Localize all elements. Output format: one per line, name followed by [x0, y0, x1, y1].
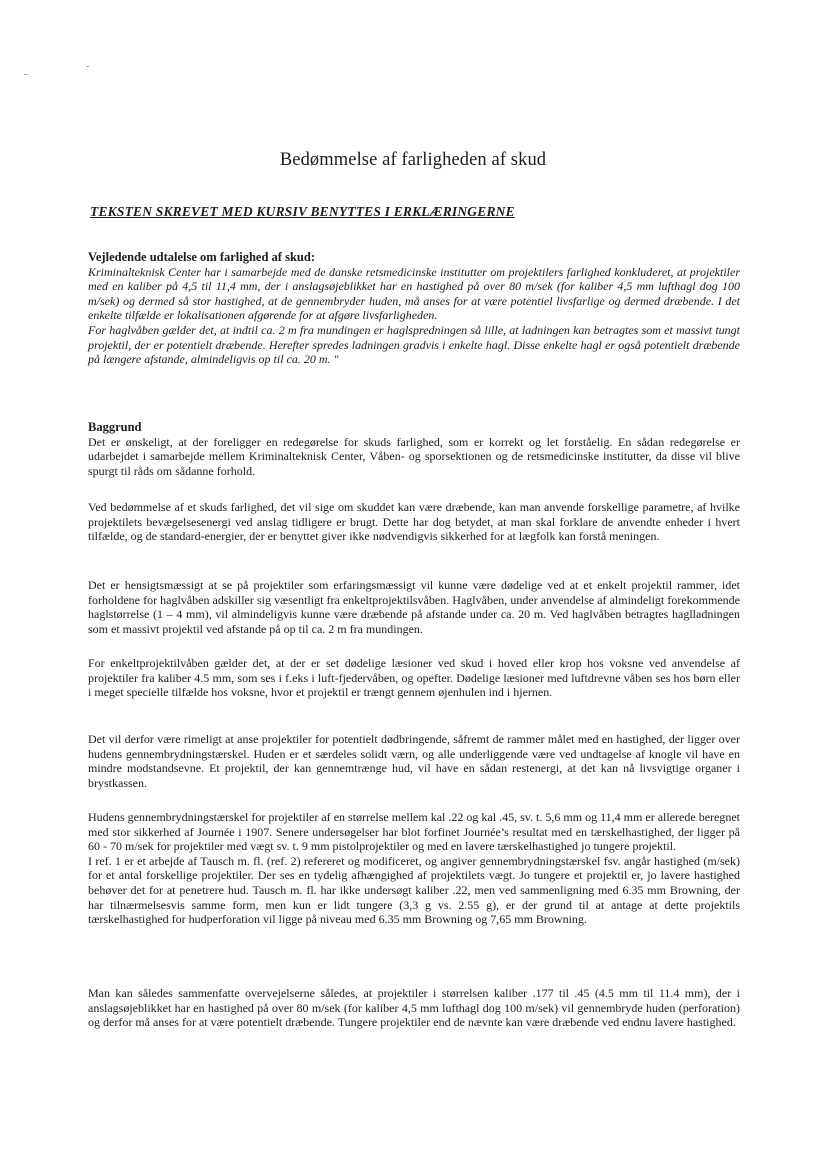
background-section	[88, 420, 740, 478]
background-heading: Baggrund	[88, 420, 142, 434]
background-paragraph: For enkeltprojektilvåben gælder det, at der er set dødelige læsioner ved skud i hoved eller krop hos voksne ved anvendelse af projektiler fra kaliber 4.5 mm, som ses i f.eks i luft-fjedervåben, og opefter. Dødelige læsioner med luftdrevne våben ses hos børn eller i meget specielle tilfælde hos voksne, hvor et projektil er trængt gennem øjenhulen ind i hjernen.	[88, 656, 740, 700]
background-section	[88, 810, 740, 927]
scan-speck	[24, 74, 27, 75]
scan-speck	[86, 66, 89, 67]
background-section	[88, 986, 740, 1030]
document-title: Bedømmelse af farligheden af skud	[279, 150, 547, 170]
background-paragraph: I ref. 1 er et arbejde af Tausch m. fl. (ref. 2) refereret og modificeret, og angiver gennembrydningstærskel fsv. angår hastighed (m/sek) for et antal forskellige projektiler. Der ses en tydelig afhængighed af projektilets vægt. Jo tungere et projektil er, jo lavere hastighed behøver det for at penetrere hud. Tausch m. fl. har ikke undersøgt kaliber .22, men ved sammenligning med 6.35 mm Browning, der har tilnærmelsesvis samme form, men kun er lidt tungere (3,3 g vs. 2.55 g), er der grund til at antage at dette projektils tærskelhastighed for hudperforation vil ligge på niveau med 6.35 mm Browning og 7,65 mm Browning.	[88, 853, 740, 927]
background-paragraph: Det er ønskeligt, at der foreligger en redegørelse for skuds farlighed, som er korrekt og let forståelig. En sådan redegørelse er udarbejdet i samarbejde mellem Kriminalteknisk Center, Våben- og sporsektionen og de retsmedicinske institutter, da disse vil blive spurgt til råds om sådanne forhold.	[88, 434, 740, 478]
background-paragraph: Hudens gennembrydningstærskel for projektiler af en størrelse mellem kal .22 og kal .45, sv. t. 5,6 mm og 11,4 mm er allerede beregnet med stor sikkerhed af Journée i 1907. Senere undersøgelser har blot forfinet Journée’s resultat med en tærskelhastighed, der ligger på 60 - 70 m/sek for projektiler med vægt sv. t. 9 mm pistolprojektiler og med en lavere tærskelhastighed jo tungere projektil.	[88, 810, 740, 854]
guidance-section	[88, 250, 740, 367]
background-section	[88, 578, 740, 636]
background-section	[88, 732, 740, 790]
background-paragraph: Ved bedømmelse af et skuds farlighed, det vil sige om skuddet kan være dræbende, kan man anvende forskellige parametre, af hvilke projektilets bevægelsesenergi ved anslag tidligere er brugt. Dette har dog betydet, at man skal forklare de anvendte enheder i hvert tilfælde, og de standard-energier, der er benyttet giver ikke nødvendigvis sikkerhed for at lægfolk kan forstå meningen.	[88, 500, 740, 544]
background-paragraph: Man kan således sammenfatte overvejelserne således, at projektiler i størrelsen kaliber .177 til .45 (4.5 mm til 11.4 mm), der i anslagsøjeblikket har en hastighed på over 80 m/sek (for kaliber 4,5 mm lufthagl dog 100 m/sek) vil gennembryde huden (perforation) og derfor må anses for at være potentielt dræbende. Tungere projektiler end de nævnte kan være dræbende ved endnu lavere hastighed.	[88, 986, 740, 1030]
background-section	[88, 656, 740, 700]
guidance-heading: Vejledende udtalelse om farlighed af skud:	[88, 250, 315, 264]
background-paragraph: Det vil derfor være rimeligt at anse projektiler for potentielt dødbringende, såfremt de rammer målet med en hastighed, der ligger over hudens gennembrydningstærskel. Huden er et særdeles solidt værn, og alle underliggende være ved undtagelse af knogle vil have en mindre modstandsevne. Et projektil, der kan gennemtrænge hud, vil have en sådan restenergi, at det kan nå livsvigtige organer i brystkassen.	[88, 732, 740, 790]
document-subheading: TEKSTEN SKREVET MED KURSIV BENYTTES I ERKLÆRINGERNE	[90, 204, 515, 219]
background-section	[88, 500, 740, 544]
guidance-paragraph: For haglvåben gælder det, at indtil ca. 2 m fra mundingen er haglspredningen så lille, at ladningen kan betragtes som et massivt tungt projektil, der er potentielt dræbende. Herefter spredes ladningen gradvis i enkelte hagl. Disse enkelte hagl er også potentielt dræbende på længere afstande, almindeligvis op til ca. 20 m. "	[88, 322, 740, 367]
background-paragraph: Det er hensigtsmæssigt at se på projektiler som erfaringsmæssigt vil kunne være dødelige ved at et enkelt projektil rammer, idet forholdene for haglvåben adskiller sig væsentligt fra enkeltprojektilsvåben. Haglvåben, under anvendelse af almindeligt forekommende haglstørrelse (1 – 4 mm), vil almindeligvis kunne være dræbende på afstande under ca. 20 m. Ved haglvåben betragtes haglladningen som et massivt projektil ved afstande på op til ca. 2 m fra mundingen.	[88, 578, 740, 636]
guidance-paragraph: Kriminalteknisk Center har i samarbejde med de danske retsmedicinske institutter om projektilers farlighed konkluderet, at projektiler med en kaliber på 4,5 til 11,4 mm, der i anslagsøjeblikket har en hastighed på over 80 m/sek (for kaliber 4,5 mm lufthagl dog 100 m/sek) og dermed så stor hastighed, at de gennembryder huden, må anses for at være potentiel livsfarlige og dermed dræbende. I det enkelte tilfælde er lokalisationen afgørende for at afgøre livsfarligheden.	[88, 264, 740, 323]
